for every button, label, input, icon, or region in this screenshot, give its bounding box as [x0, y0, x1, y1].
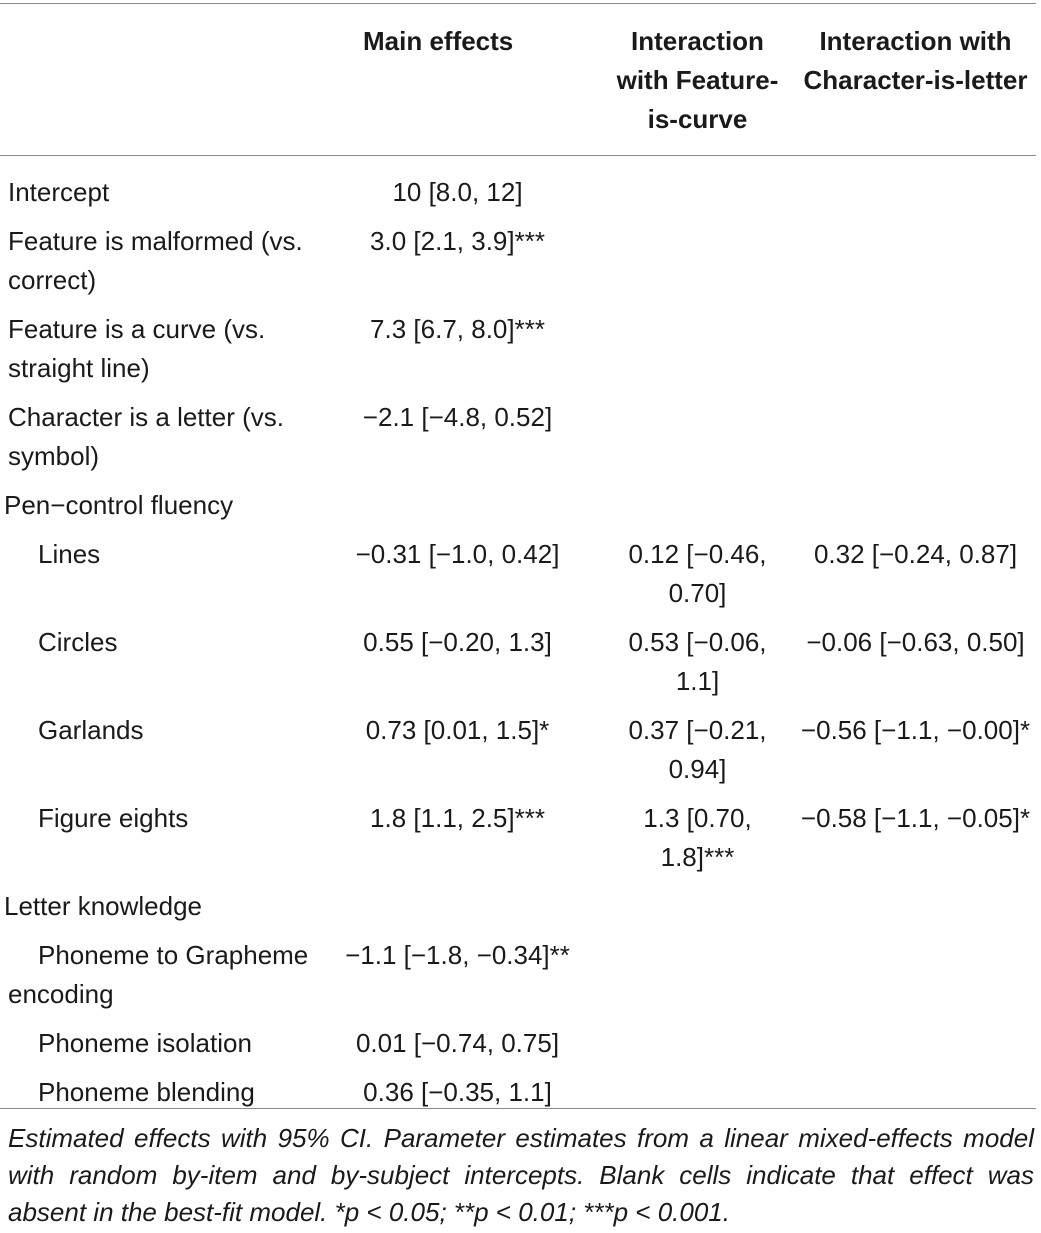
row-label: Feature is malformed (vs. correct)	[8, 226, 303, 295]
main-effect-cell: 0.55 [−0.20, 1.3]	[363, 627, 552, 657]
curve-interaction-cell	[600, 396, 795, 484]
curve-interaction-cell: 0.37 [−0.21, 0.94]	[628, 715, 767, 784]
table-row-group	[0, 484, 1036, 533]
row-label: Phoneme isolation	[38, 1028, 252, 1058]
letter-interaction-cell	[795, 396, 1036, 484]
header-main-effects: Main effects	[363, 26, 514, 56]
table-row	[0, 1022, 1036, 1071]
table-row	[0, 220, 1036, 308]
row-label: Phoneme to Grapheme encoding	[8, 940, 309, 1009]
row-label: Character is a letter (vs. symbol)	[8, 402, 284, 471]
table-row	[0, 709, 1036, 797]
curve-interaction-cell: 1.3 [0.70, 1.8]***	[643, 803, 752, 872]
table-row	[0, 1071, 1036, 1120]
letter-interaction-cell: 0.32 [−0.24, 0.87]	[813, 539, 1018, 569]
row-label: Circles	[38, 627, 118, 657]
main-effect-cell: 7.3 [6.7, 8.0]***	[370, 314, 545, 344]
curve-interaction-cell	[600, 1071, 795, 1120]
table-row	[0, 797, 1036, 885]
letter-interaction-cell	[795, 220, 1036, 308]
curve-interaction-cell	[600, 934, 795, 1022]
row-label-indented	[0, 1071, 315, 1120]
curve-interaction-cell	[600, 484, 795, 533]
letter-interaction-cell	[795, 157, 1036, 220]
main-effect-cell: 10 [8.0, 12]	[392, 177, 523, 207]
main-effect-cell: 0.73 [0.01, 1.5]*	[365, 715, 550, 745]
main-effect-cell: −0.31 [−1.0, 0.42]	[355, 539, 560, 569]
curve-interaction-cell	[600, 885, 795, 934]
curve-interaction-cell: 0.53 [−0.06, 1.1]	[628, 627, 767, 696]
header-label-col	[0, 0, 315, 157]
row-label-hanging	[0, 934, 315, 1022]
curve-interaction-cell: 0.12 [−0.46, 0.70]	[628, 539, 767, 608]
table-row	[0, 396, 1036, 484]
row-label-indented	[0, 1022, 315, 1071]
row-label-indented	[0, 533, 315, 621]
row-label-indented	[0, 797, 315, 885]
header-interaction-letter: Interaction with Character-is-letter	[803, 26, 1028, 95]
row-label: Intercept	[8, 177, 110, 207]
curve-interaction-cell	[600, 308, 795, 396]
row-label: Feature is a curve (vs. straight line)	[8, 314, 266, 383]
group-label: Letter knowledge	[4, 891, 203, 921]
row-label: Phoneme blending	[38, 1077, 255, 1107]
main-effect-cell: −1.1 [−1.8, −0.34]**	[345, 940, 570, 970]
table-row	[0, 934, 1036, 1022]
letter-interaction-cell	[795, 308, 1036, 396]
main-effect-cell: 0.36 [−0.35, 1.1]	[363, 1077, 552, 1107]
letter-interaction-cell: −0.58 [−1.1, −0.05]*	[800, 803, 1031, 833]
header-row	[0, 0, 1036, 157]
letter-interaction-cell: −0.56 [−1.1, −0.00]*	[800, 715, 1031, 745]
letter-interaction-cell	[795, 1022, 1036, 1071]
header-interaction-curve: Interaction with Feature-is-curve	[616, 26, 779, 134]
main-effect-cell: −2.1 [−4.8, 0.52]	[362, 402, 553, 432]
table-row	[0, 157, 1036, 220]
table-row-group	[0, 885, 1036, 934]
table-row	[0, 533, 1036, 621]
row-label-indented	[0, 709, 315, 797]
row-label: Figure eights	[38, 803, 189, 833]
curve-interaction-cell	[600, 1022, 795, 1071]
row-label: Lines	[38, 539, 101, 569]
letter-interaction-cell: −0.06 [−0.63, 0.50]	[806, 627, 1025, 657]
curve-interaction-cell	[600, 157, 795, 220]
letter-interaction-cell	[795, 1071, 1036, 1120]
table-footnote: Estimated effects with 95% CI. Parameter estimates from a linear mixed-effects model with random by-item and by-subject intercepts. Blank cells indicate that effect was absent in the best-fit model. *p < 0.05; **p < 0.01; ***p < 0.001.	[8, 1123, 1034, 1227]
table-row	[0, 308, 1036, 396]
row-label: Garlands	[38, 715, 144, 745]
curve-interaction-cell	[600, 220, 795, 308]
letter-interaction-cell	[795, 934, 1036, 1022]
row-label-indented	[0, 621, 315, 709]
table-row	[0, 621, 1036, 709]
letter-interaction-cell	[795, 885, 1036, 934]
letter-interaction-cell	[795, 484, 1036, 533]
group-label: Pen−control fluency	[4, 490, 234, 520]
main-effect-cell: 0.01 [−0.74, 0.75]	[355, 1028, 560, 1058]
main-effect-cell: 1.8 [1.1, 2.5]***	[370, 803, 545, 833]
main-effect-cell: 3.0 [2.1, 3.9]***	[370, 226, 545, 256]
